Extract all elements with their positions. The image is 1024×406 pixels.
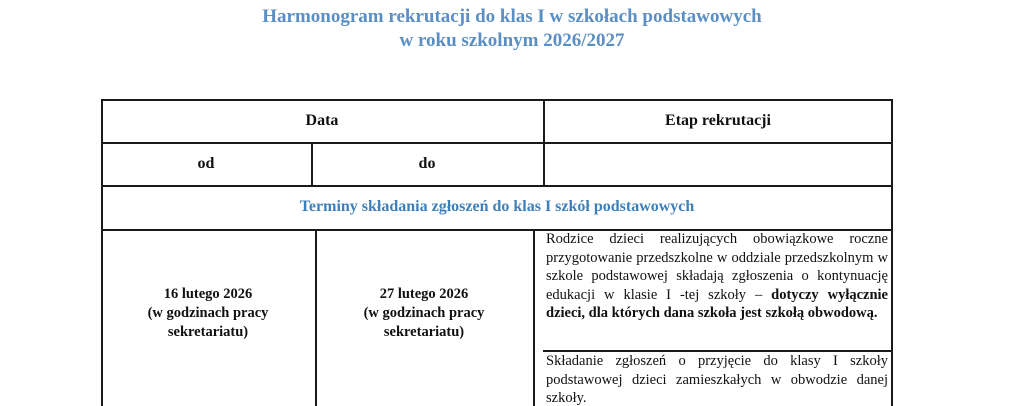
header-to: do <box>418 155 436 172</box>
stage-description-continuation-bold: dotyczy wyłącznie dzieci, dla których dana szkoła jest szkołą obwodową. <box>546 286 888 321</box>
table-border-right <box>891 99 893 406</box>
stage-description-continuation <box>546 230 888 323</box>
to-date-note-2: sekretariatu) <box>383 323 465 340</box>
recruitment-schedule-table <box>101 99 893 406</box>
section-title: Terminy składania zgłoszeń do klas I szkół podstawowych <box>299 198 695 215</box>
table-rule-body-to-stage <box>533 229 535 406</box>
from-date: 16 lutego 2026 <box>163 285 253 302</box>
to-date: 27 lutego 2026 <box>379 285 469 302</box>
stage-description-continuation-text: Rodzice dzieci realizujących obowiązkowe roczne przygotowanie przedszkolne w oddziale przedszkolnym w szkole podstawowej składają zgłoszenia o kontynuację edukacji w klasie I -tej szkoły – <box>546 231 888 303</box>
header-from: od <box>197 155 215 172</box>
document-title-line-1: Harmonogram rekrutacji do klas I w szkołach podstawowych <box>262 6 762 27</box>
document-title-line-2: w roku szkolnym 2026/2027 <box>399 30 625 51</box>
from-date-note-2: sekretariatu) <box>167 323 249 340</box>
from-date-note-1: (w godzinach pracy <box>147 304 269 321</box>
to-date-note-1: (w godzinach pracy <box>363 304 485 321</box>
from-date-cell <box>101 269 315 357</box>
header-stage: Etap rekrutacji <box>665 112 771 129</box>
header-date: Data <box>305 112 339 129</box>
to-date-cell <box>315 269 533 357</box>
stage-description-new-applications: Składanie zgłoszeń o przyjęcie do klasy I szkoły podstawowej dzieci zamieszkałych w obwodzie danej szkoły. <box>546 353 888 406</box>
